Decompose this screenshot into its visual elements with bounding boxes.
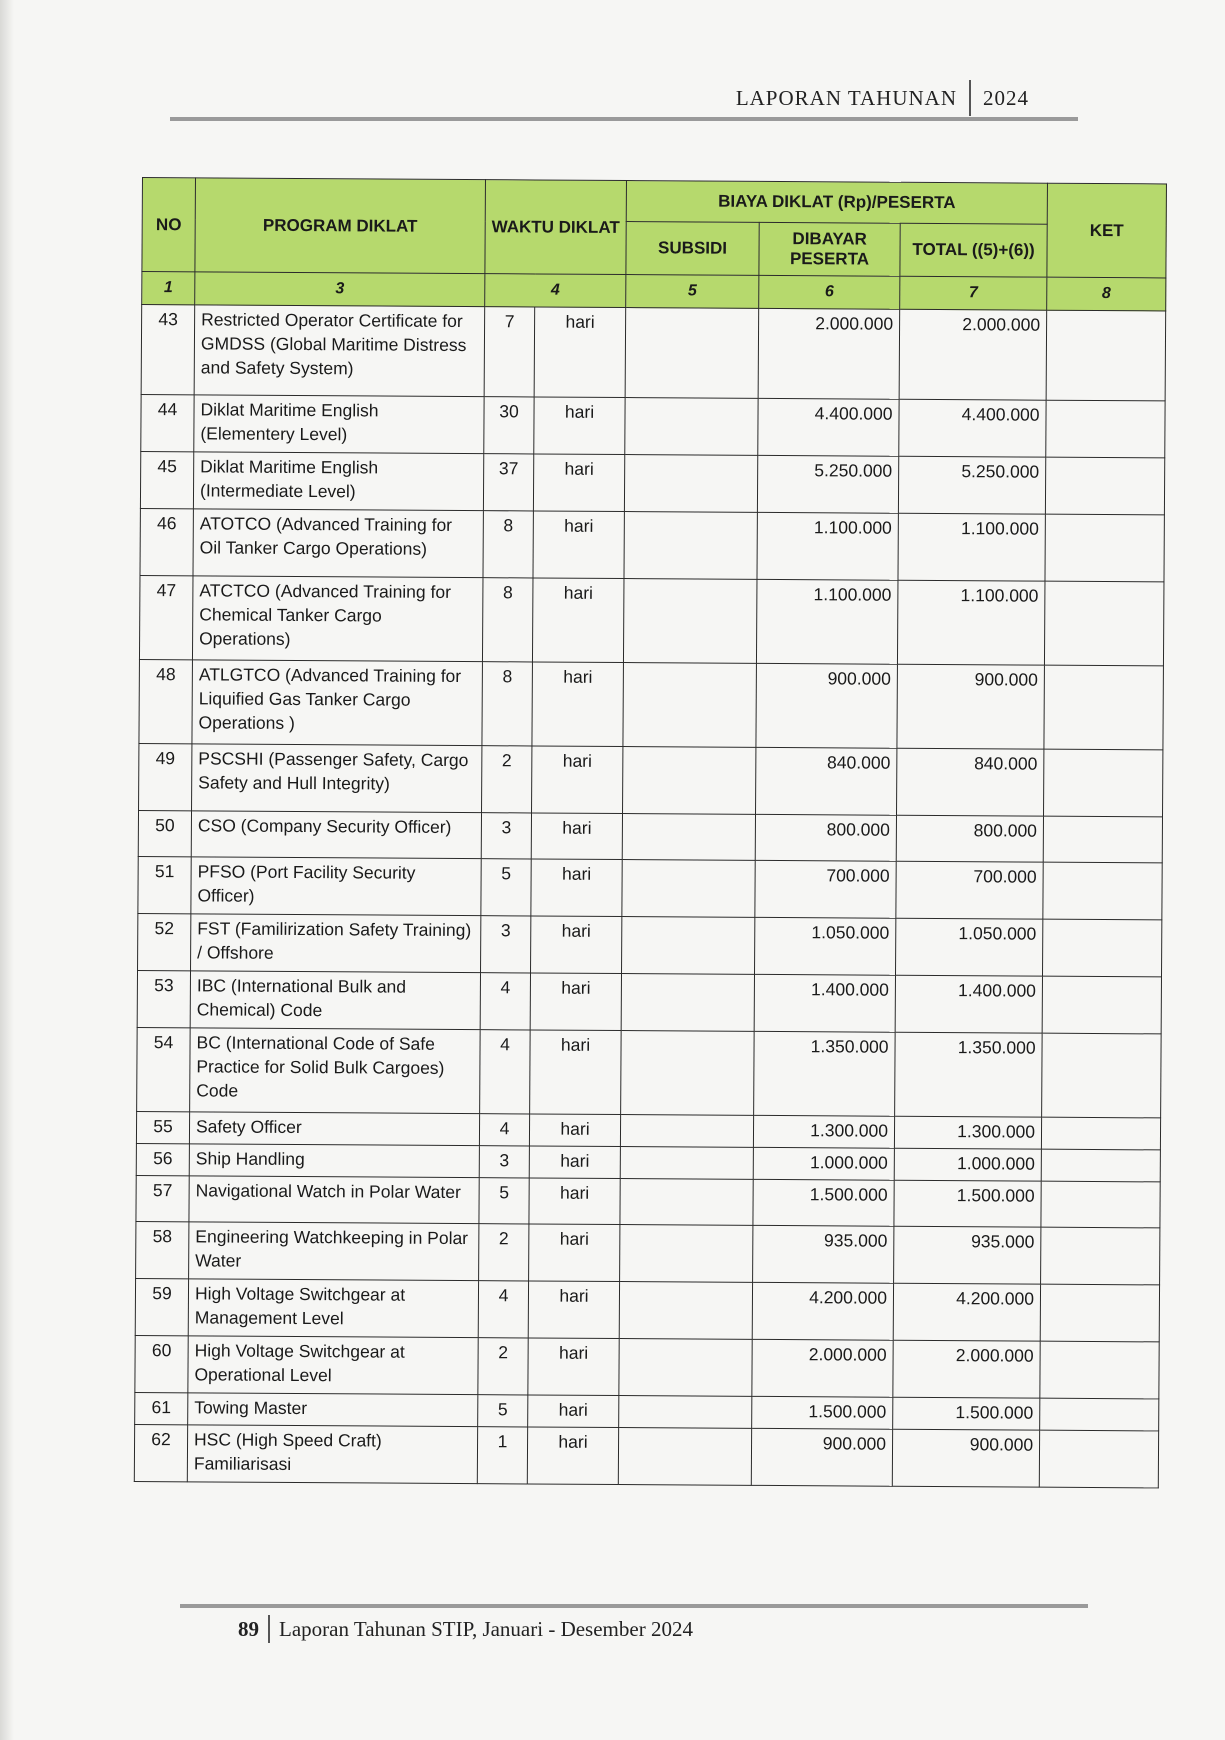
row-program: Restricted Operator Certificate for GMDSS (Global Maritime Distress and Safety System): [194, 305, 485, 397]
row-subsidi: [623, 579, 757, 664]
header-waktu: WAKTU DIKLAT: [485, 180, 627, 275]
row-ket: [1042, 976, 1161, 1034]
column-number: 8: [1047, 277, 1166, 311]
row-program: Towing Master: [188, 1393, 478, 1427]
row-ket: [1043, 816, 1162, 863]
row-no: 62: [134, 1424, 187, 1481]
row-unit: hari: [530, 973, 621, 1031]
table-row: [138, 856, 1162, 919]
row-no: 54: [137, 1027, 191, 1111]
row-unit: hari: [529, 1178, 620, 1225]
row-program: ATLGTCO (Advanced Training for Liquified Gas Tanker Cargo Operations ): [192, 660, 483, 746]
footer-separator: [268, 1615, 270, 1643]
row-dibayar: 2.000.000: [758, 308, 900, 399]
row-dibayar: 5.250.000: [757, 455, 898, 513]
row-subsidi: [620, 1225, 753, 1283]
row-dibayar: 1.300.000: [753, 1115, 894, 1148]
row-duration: 3: [481, 813, 531, 859]
table-row: [141, 305, 1166, 401]
row-subsidi: [623, 663, 757, 748]
row-no: 58: [136, 1221, 189, 1278]
row-no: 59: [135, 1278, 188, 1335]
row-dibayar: 2.000.000: [752, 1339, 893, 1397]
row-duration: 3: [479, 1146, 529, 1178]
header-ket: KET: [1047, 183, 1167, 278]
row-unit: hari: [534, 307, 626, 398]
row-duration: 8: [483, 511, 533, 578]
row-duration: 8: [482, 578, 533, 662]
page-edge-shadow: [0, 0, 14, 1740]
row-total: 900.000: [892, 1429, 1039, 1487]
row-ket: [1044, 749, 1163, 817]
row-ket: [1045, 514, 1164, 582]
footer-rule: [180, 1604, 1088, 1608]
row-program: ATOTCO (Advanced Training for Oil Tanker Cargo Operations): [193, 509, 483, 578]
row-total: 900.000: [897, 664, 1045, 749]
row-ket: [1040, 1341, 1159, 1399]
header-year: 2024: [983, 85, 1029, 110]
header-no: NO: [142, 178, 196, 272]
row-unit: hari: [528, 1281, 619, 1339]
row-subsidi: [619, 1339, 752, 1397]
row-program: High Voltage Switchgear at Operational Level: [188, 1336, 478, 1395]
row-subsidi: [620, 1115, 753, 1148]
row-unit: hari: [530, 1030, 622, 1115]
row-total: 4.400.000: [899, 399, 1046, 457]
row-duration: 5: [479, 1178, 529, 1224]
row-dibayar: 4.200.000: [752, 1282, 893, 1340]
row-subsidi: [625, 308, 759, 399]
row-dibayar: 1.500.000: [753, 1179, 894, 1226]
row-total: 1.050.000: [896, 918, 1043, 976]
row-dibayar: 1.350.000: [754, 1031, 896, 1116]
row-subsidi: [618, 1428, 751, 1486]
page-footer: [238, 1614, 693, 1644]
row-duration: 1: [477, 1427, 527, 1484]
row-unit: hari: [532, 662, 624, 747]
row-dibayar: 1.500.000: [752, 1396, 893, 1429]
row-dibayar: 900.000: [751, 1428, 892, 1486]
table-row: [135, 1278, 1159, 1341]
row-ket: [1043, 919, 1162, 977]
row-unit: hari: [531, 916, 622, 974]
row-ket: [1040, 1284, 1159, 1342]
footer-page-number: 89: [238, 1616, 259, 1641]
row-duration: 2: [478, 1338, 528, 1395]
row-dibayar: 900.000: [756, 663, 898, 748]
row-ket: [1040, 1398, 1159, 1431]
table-row: [136, 1221, 1160, 1284]
header-biaya: BIAYA DIKLAT (Rp)/PESERTA: [626, 181, 1047, 225]
row-unit: hari: [531, 859, 622, 917]
header-total: TOTAL ((5)+(6)): [900, 223, 1047, 277]
table-row: [140, 508, 1164, 581]
row-dibayar: 935.000: [753, 1225, 894, 1283]
row-total: 1.400.000: [895, 975, 1042, 1033]
row-ket: [1042, 1033, 1162, 1118]
row-ket: [1039, 1430, 1158, 1488]
row-program: Navigational Watch in Polar Water: [189, 1176, 479, 1224]
row-total: 2.000.000: [893, 1340, 1040, 1398]
training-fee-table: [134, 177, 1167, 1488]
row-program: IBC (International Bulk and Chemical) Code: [190, 971, 480, 1030]
row-subsidi: [619, 1396, 752, 1429]
row-duration: 7: [484, 307, 535, 397]
footer-text: Laporan Tahunan STIP, Januari - Desember 2024: [279, 1616, 693, 1641]
row-duration: 4: [480, 1030, 531, 1114]
table-row: [138, 913, 1162, 976]
column-number: 3: [195, 272, 485, 307]
row-duration: 30: [484, 397, 534, 454]
table-row: [137, 1027, 1162, 1117]
column-number: 4: [485, 274, 626, 308]
row-total: 800.000: [896, 815, 1043, 862]
table-body: [134, 305, 1165, 1488]
table-row: [136, 1175, 1160, 1227]
row-program: ATCTCO (Advanced Training for Chemical Tanker Cargo Operations): [192, 576, 483, 662]
row-ket: [1044, 581, 1164, 666]
row-program: Diklat Maritime English (Intermediate Level): [193, 452, 483, 511]
row-duration: 5: [481, 859, 531, 916]
row-total: 5.250.000: [898, 456, 1045, 514]
row-dibayar: 1.100.000: [757, 512, 898, 580]
row-program: PFSO (Port Facility Security Officer): [191, 857, 481, 916]
row-duration: 4: [480, 973, 530, 1030]
row-unit: hari: [529, 1224, 620, 1282]
row-subsidi: [622, 917, 755, 975]
row-program: HSC (High Speed Craft) Familiarisasi: [187, 1425, 477, 1484]
row-unit: hari: [532, 578, 624, 663]
table-row: [140, 451, 1164, 514]
row-duration: 5: [478, 1395, 528, 1427]
table-header: [142, 178, 1167, 311]
table-row: [139, 575, 1164, 665]
row-program: Diklat Maritime English (Elementery Level): [194, 395, 484, 454]
row-total: 1.100.000: [898, 513, 1045, 581]
row-dibayar: 1.400.000: [754, 974, 895, 1032]
row-program: PSCSHI (Passenger Safety, Cargo Safety and Hull Integrity): [192, 744, 482, 813]
row-no: 52: [138, 913, 191, 970]
row-unit: hari: [528, 1338, 619, 1396]
header-rule: [170, 117, 1078, 121]
row-total: 935.000: [894, 1226, 1041, 1284]
row-ket: [1046, 310, 1166, 401]
row-dibayar: 1.000.000: [753, 1147, 894, 1180]
row-no: 60: [135, 1335, 188, 1392]
row-total: 1.300.000: [894, 1116, 1041, 1149]
row-unit: hari: [533, 511, 624, 579]
row-subsidi: [623, 747, 756, 815]
header-program: PROGRAM DIKLAT: [195, 178, 486, 274]
row-unit: hari: [529, 1114, 620, 1147]
row-total: 1.000.000: [894, 1148, 1041, 1181]
table-row: [139, 743, 1163, 816]
row-dibayar: 700.000: [755, 860, 896, 918]
row-total: 4.200.000: [893, 1283, 1040, 1341]
row-subsidi: [620, 1179, 753, 1226]
row-duration: 4: [478, 1281, 528, 1338]
row-subsidi: [619, 1282, 752, 1340]
row-subsidi: [620, 1147, 753, 1180]
row-no: 48: [139, 659, 193, 743]
page-header: [736, 80, 1029, 116]
row-program: High Voltage Switchgear at Management Level: [188, 1279, 478, 1338]
row-no: 49: [139, 743, 192, 810]
row-subsidi: [622, 814, 755, 861]
row-total: 840.000: [897, 748, 1044, 816]
row-duration: 2: [482, 746, 532, 813]
table-row: [134, 1424, 1158, 1487]
column-number: 7: [900, 276, 1047, 310]
row-no: 55: [136, 1111, 189, 1143]
row-ket: [1043, 862, 1162, 920]
row-duration: 2: [479, 1224, 529, 1281]
row-unit: hari: [534, 397, 625, 455]
row-program: Ship Handling: [189, 1144, 479, 1178]
row-no: 61: [135, 1392, 188, 1424]
table-row: [139, 659, 1164, 749]
row-total: 2.000.000: [899, 309, 1047, 400]
column-number: 6: [759, 275, 900, 309]
row-ket: [1046, 400, 1165, 458]
header-subsidi: SUBSIDI: [626, 222, 759, 276]
row-ket: [1041, 1227, 1160, 1285]
row-no: 47: [139, 575, 193, 659]
row-subsidi: [625, 398, 758, 456]
row-ket: [1041, 1149, 1160, 1182]
row-program: FST (Familirization Safety Training) / Offshore: [191, 914, 481, 973]
row-no: 51: [138, 856, 191, 913]
row-program: Engineering Watchkeeping in Polar Water: [189, 1222, 479, 1281]
row-ket: [1044, 665, 1164, 750]
row-no: 53: [137, 970, 190, 1027]
row-no: 44: [141, 394, 194, 451]
row-dibayar: 1.100.000: [756, 579, 898, 664]
row-no: 57: [136, 1175, 189, 1221]
row-total: 1.350.000: [895, 1032, 1043, 1117]
row-ket: [1045, 457, 1164, 515]
row-no: 43: [141, 305, 195, 395]
row-dibayar: 800.000: [755, 814, 896, 861]
column-number: 5: [626, 275, 759, 309]
row-subsidi: [624, 512, 757, 580]
header-separator: [969, 80, 971, 116]
row-duration: 8: [482, 662, 533, 746]
row-unit: hari: [533, 454, 624, 512]
row-duration: 4: [479, 1114, 529, 1146]
row-no: 46: [140, 508, 193, 575]
table-row: [141, 394, 1165, 457]
row-total: 700.000: [896, 861, 1043, 919]
row-unit: hari: [529, 1146, 620, 1179]
table-row: [137, 970, 1161, 1033]
row-subsidi: [621, 1031, 755, 1116]
row-subsidi: [622, 860, 755, 918]
row-no: 50: [138, 810, 191, 856]
row-ket: [1041, 1181, 1160, 1228]
row-unit: hari: [532, 746, 623, 814]
header-dibayar: DIBAYAR PESERTA: [759, 222, 900, 276]
row-subsidi: [621, 974, 754, 1032]
row-dibayar: 4.400.000: [758, 398, 899, 456]
row-program: BC (International Code of Safe Practice for Solid Bulk Cargoes) Code: [190, 1028, 481, 1114]
row-unit: hari: [527, 1427, 618, 1485]
table-row: [135, 1335, 1159, 1398]
table-row: [138, 810, 1162, 862]
row-no: 45: [140, 451, 193, 508]
row-total: 1.500.000: [893, 1397, 1040, 1430]
row-program: CSO (Company Security Officer): [191, 811, 481, 859]
row-program: Safety Officer: [189, 1112, 479, 1146]
row-unit: hari: [531, 813, 622, 860]
row-total: 1.100.000: [897, 580, 1045, 665]
row-total: 1.500.000: [894, 1180, 1041, 1227]
column-number: 1: [142, 272, 195, 305]
row-ket: [1041, 1117, 1160, 1150]
row-duration: 37: [483, 454, 533, 511]
row-unit: hari: [528, 1395, 619, 1428]
row-subsidi: [624, 455, 757, 513]
row-duration: 3: [481, 916, 531, 973]
row-dibayar: 1.050.000: [755, 917, 896, 975]
row-dibayar: 840.000: [756, 747, 897, 815]
header-title: LAPORAN TAHUNAN: [735, 85, 957, 110]
row-no: 56: [136, 1143, 189, 1175]
